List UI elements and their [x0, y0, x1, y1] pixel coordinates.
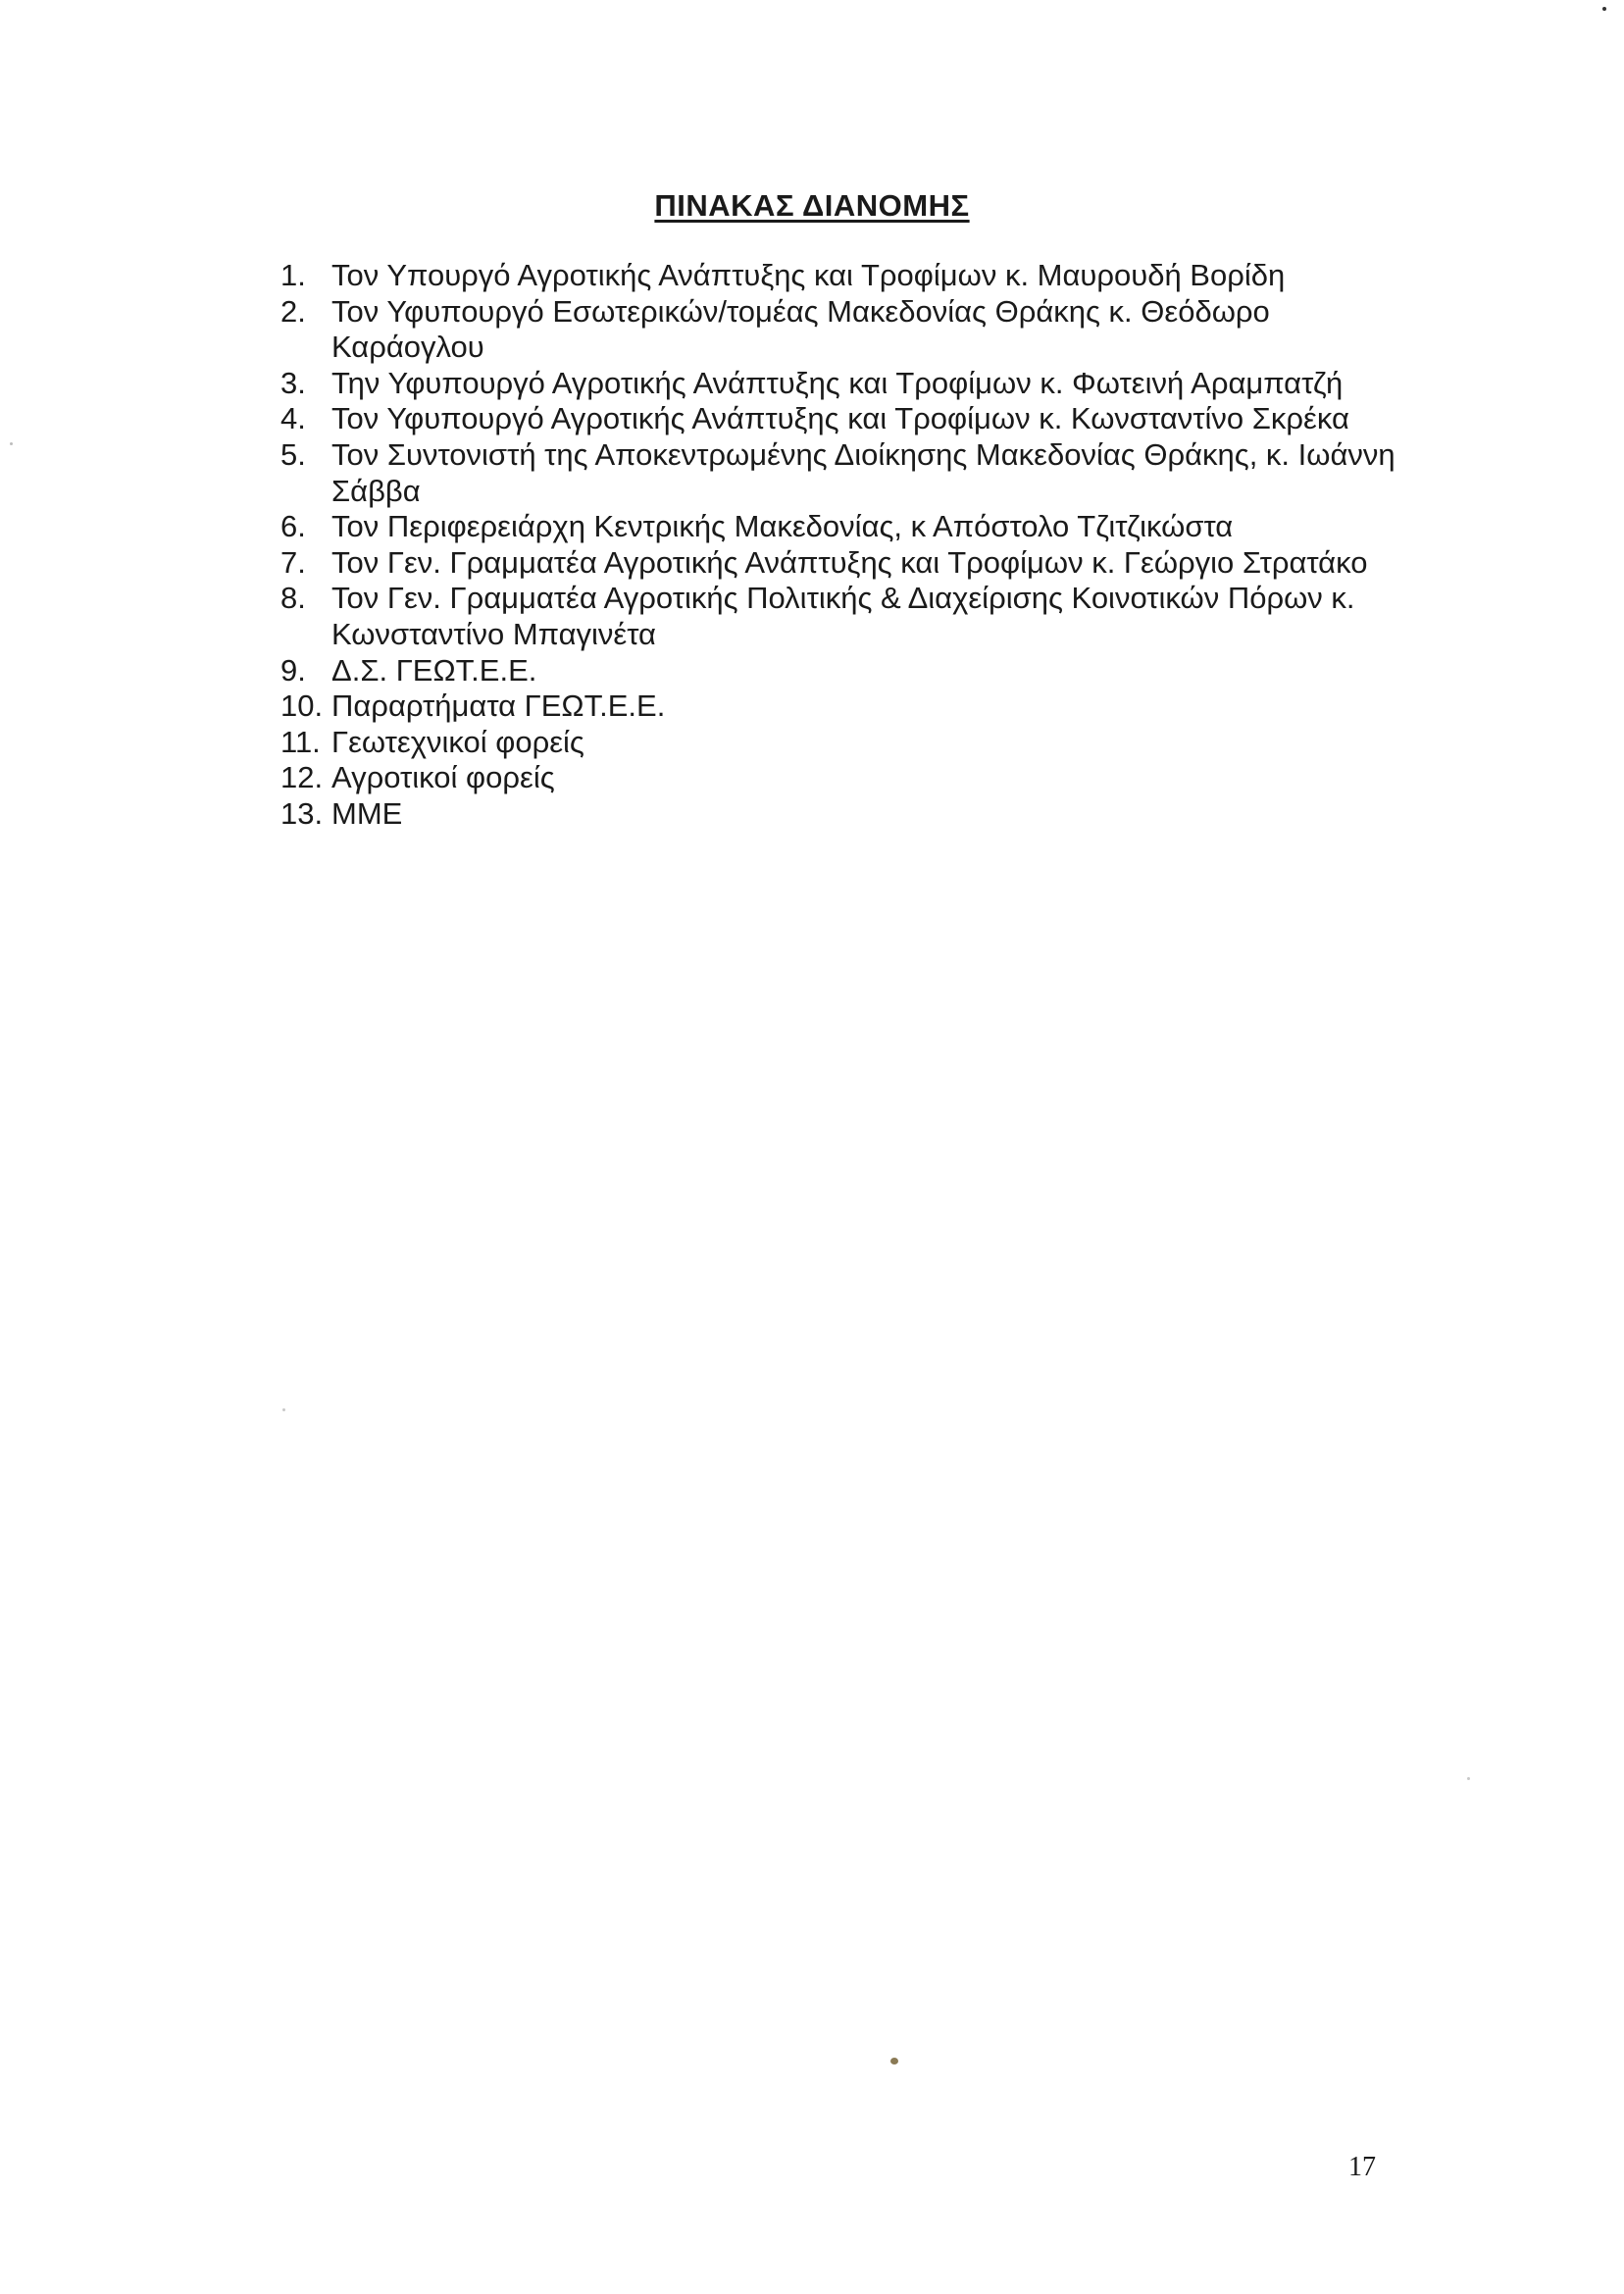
- list-item-number: 13.: [280, 795, 324, 831]
- list-item-number: 6.: [280, 509, 306, 544]
- list-item: [280, 509, 1408, 545]
- list-item: [280, 366, 1408, 402]
- scan-speck: [890, 2058, 898, 2065]
- list-item: [280, 653, 1408, 689]
- list-item-text: Γεωτεχνικοί φορείς: [331, 724, 584, 759]
- scan-speck: [1467, 1777, 1470, 1780]
- list-item-number: 1.: [280, 258, 306, 292]
- list-item-text: Παραρτήματα ΓΕΩΤ.Ε.Ε.: [331, 688, 666, 724]
- list-item-text: ΜΜΕ: [331, 795, 403, 831]
- list-item-number: 5.: [280, 436, 306, 472]
- page-number: 17: [1348, 2152, 1376, 2182]
- list-item: [280, 401, 1408, 437]
- list-item-text: Αγροτικοί φορείς: [331, 760, 555, 795]
- list-item-text: Τον Υπουργό Αγροτικής Ανάπτυξης και Τροφίμων κ. Μαυρουδή Βορίδη: [331, 258, 1286, 292]
- list-item: [280, 437, 1408, 509]
- scan-speck: [1602, 7, 1606, 11]
- list-item: [280, 796, 1408, 833]
- list-item: [280, 294, 1408, 366]
- list-item-text: Τον Συντονιστή της Αποκεντρωμένης Διοίκησης Μακεδονίας Θράκης, κ. Ιωάννη Σάββα: [331, 436, 1396, 508]
- list-item: [280, 545, 1408, 582]
- list-item: [280, 688, 1408, 725]
- list-item-number: 10.: [280, 688, 324, 724]
- distribution-list: [280, 258, 1408, 833]
- list-item-number: 12.: [280, 760, 324, 795]
- list-item-number: 2.: [280, 293, 306, 329]
- list-item-text: Τον Υφυπουργό Αγροτικής Ανάπτυξης και Τροφίμων κ. Κωνσταντίνο Σκρέκα: [331, 401, 1349, 436]
- list-item: [280, 581, 1408, 652]
- list-item-text: Τον Περιφερειάρχη Κεντρικής Μακεδονίας, κ Απόστολο Τζιτζικώστα: [331, 509, 1234, 544]
- list-item-text: Δ.Σ. ΓΕΩΤ.Ε.Ε.: [331, 652, 537, 688]
- list-item-text: Τον Γεν. Γραμματέα Αγροτικής Ανάπτυξης και Τροφίμων κ. Γεώργιο Στρατάκο: [331, 544, 1368, 580]
- list-item-text: Τον Υφυπουργό Εσωτερικών/τομέας Μακεδονίας Θράκης κ. Θεόδωρο Καράογλου: [331, 293, 1270, 365]
- list-item-number: 9.: [280, 652, 306, 688]
- list-item: [280, 258, 1408, 294]
- list-item-number: 3.: [280, 365, 306, 400]
- scan-speck: [10, 442, 13, 445]
- list-item-number: 7.: [280, 544, 306, 580]
- list-item: [280, 725, 1408, 761]
- document-title: ΠΙΝΑΚΑΣ ΔΙΑΝΟΜΗΣ: [654, 188, 970, 223]
- list-item: [280, 760, 1408, 796]
- list-item-number: 8.: [280, 581, 306, 616]
- list-item-number: 11.: [280, 724, 321, 759]
- scan-speck: [282, 1408, 285, 1411]
- list-item-text: Την Υφυπουργό Αγροτικής Ανάπτυξης και Τροφίμων κ. Φωτεινή Αραμπατζή: [331, 365, 1344, 400]
- list-item-text: Τον Γεν. Γραμματέα Αγροτικής Πολιτικής & Διαχείρισης Κοινοτικών Πόρων κ. Κωνσταντίνο Μπαγινέτα: [331, 581, 1355, 651]
- list-item-number: 4.: [280, 401, 306, 436]
